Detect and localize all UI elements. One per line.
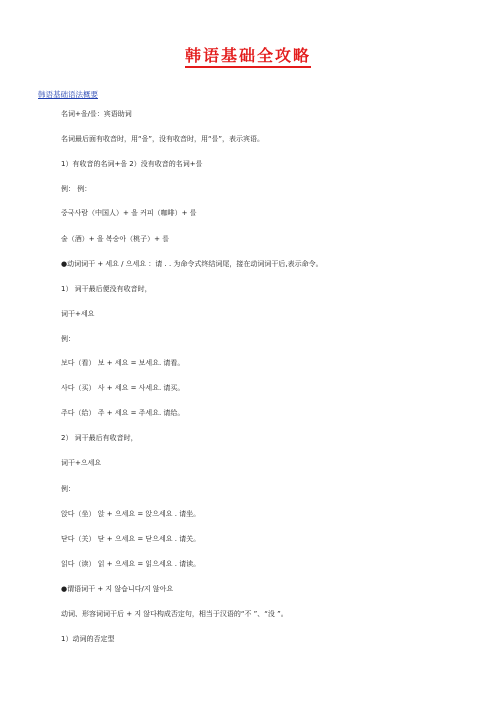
- grammar-overview-link[interactable]: 韩语基础语法概要: [38, 90, 98, 99]
- text-line: 앉다（坐） 앉 + 으세요 = 앉으세요 . 请坐。: [61, 510, 201, 518]
- text-line: 1）动词的否定型: [61, 635, 115, 643]
- text-line: 名词+을/를：宾语助词: [61, 110, 132, 118]
- text-line: 例：: [61, 335, 75, 343]
- text-line: 술（酒）+ 을 복숭아（桃子）+ 를: [61, 235, 169, 243]
- text-line: 중국사람（中国人）+ 을 커피（咖啡）+ 를: [61, 209, 197, 217]
- title-text: 韩语基础全攻略: [185, 46, 311, 68]
- text-line: 词干+으세요: [61, 459, 102, 467]
- text-line: 名词最后面有收音时，用“을”，没有收音时，用“를”，表示宾语。: [61, 135, 265, 143]
- text-line: 1） 词干最后便没有收音时，: [61, 285, 152, 293]
- text-line: 例：: [61, 485, 75, 493]
- text-line: 词干+세요: [61, 310, 95, 318]
- text-line: 2） 词干最后有收音时，: [61, 434, 138, 442]
- text-line: 例： 例：: [61, 185, 92, 193]
- text-line: 보다（看） 보 + 세요 = 보세요. 请看。: [61, 359, 185, 367]
- text-line: ●动词词干 + 세요 / 으세요 ：请 . . 为命令式终结词尾，接在动词词干后,表示命令。: [61, 260, 323, 268]
- text-line: 动词、形容词词干后 + 지 않다构成否定句，相当于汉语的“不 ”、“没 ”。: [61, 610, 288, 618]
- text-line: 1）有收音的名词+을 2）没有收音的名词+를: [61, 160, 203, 168]
- text-line: 읽다（读） 읽 + 으세요 = 읽으세요 . 请读。: [61, 560, 201, 568]
- text-line: 주다（给） 주 + 세요 = 주세요. 请给。: [61, 409, 185, 417]
- text-line: ●谓语词干 + 지 않습니다/지 않아요: [61, 585, 174, 593]
- text-line: 사다（买） 사 + 세요 = 사세요. 请买。: [61, 384, 185, 392]
- page-title: [0, 43, 496, 66]
- text-line: 닫다（关） 닫 + 으세요 = 닫으세요 . 请关。: [61, 535, 201, 543]
